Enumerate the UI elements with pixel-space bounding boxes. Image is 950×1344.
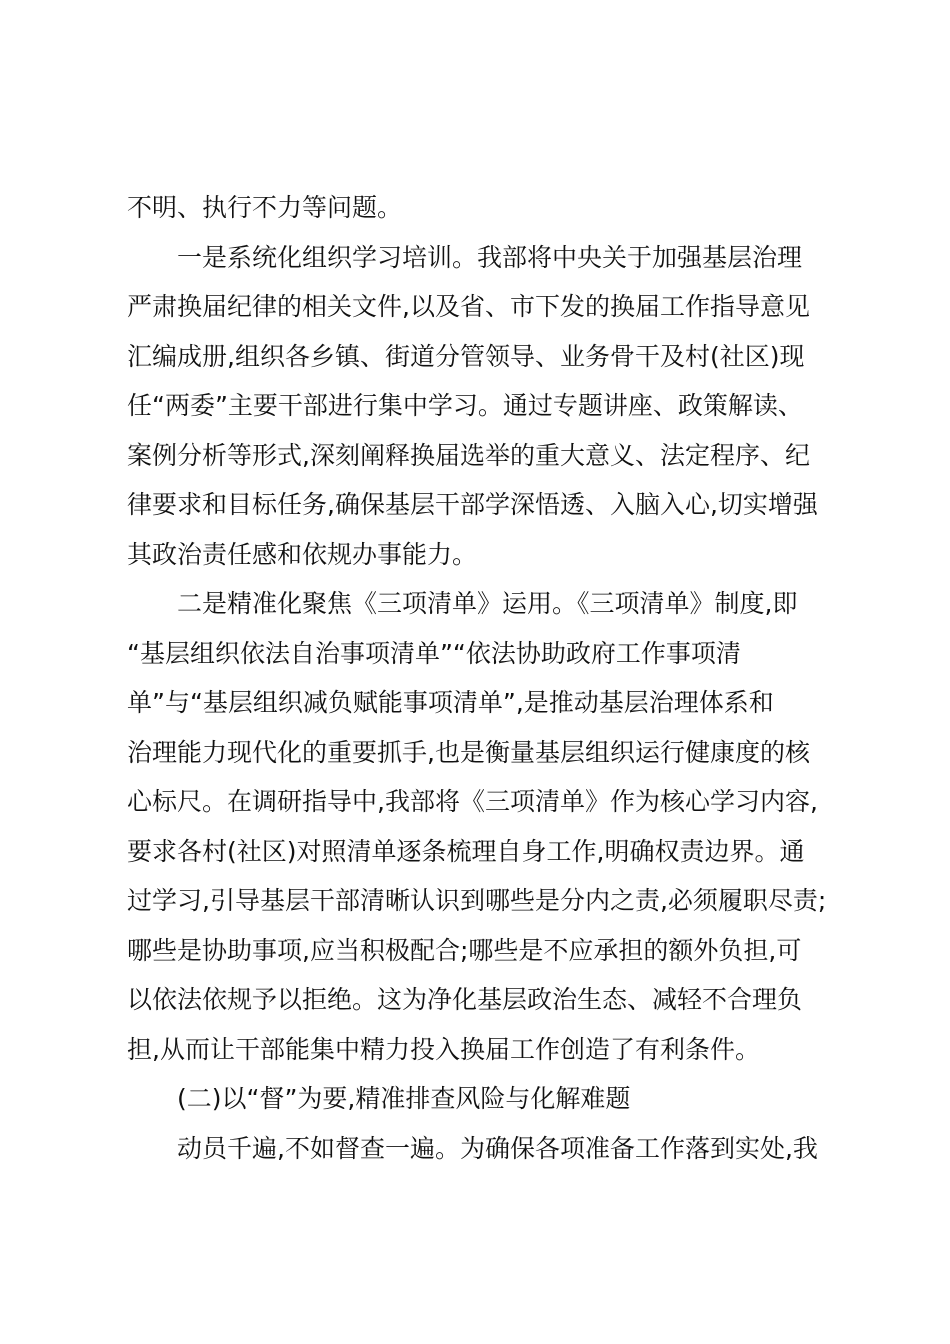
text-line: 二是精准化聚焦《三项清单》运用。《三项清单》制度,即 <box>177 589 798 618</box>
paragraph-continuation <box>127 183 827 233</box>
text-line: 心标尺。在调研指导中,我部将《三项清单》作为核心学习内容, <box>127 787 818 816</box>
text-line: 单”与“基层组织减负赋能事项清单”,是推动基层治理体系和 <box>127 688 774 717</box>
text-line: 哪些是协助事项,应当积极配合;哪些是不应承担的额外负担,可 <box>127 935 802 965</box>
paragraph-three-lists <box>127 579 827 1074</box>
text-line: “基层组织依法自治事项清单”“依法协助政府工作事项清 <box>127 638 741 668</box>
text-line: 要求各村(社区)对照清单逐条梳理自身工作,明确权责边界。通 <box>127 836 805 866</box>
text-line: 过学习,引导基层干部清晰认识到哪些是分内之责,必须履职尽责; <box>127 886 827 915</box>
text-line: 治理能力现代化的重要抓手,也是衡量基层组织运行健康度的核 <box>127 737 810 767</box>
paragraph-supervision <box>127 1124 827 1174</box>
text-line: 严肃换届纪律的相关文件,以及省、市下发的换届工作指导意见 <box>127 292 810 321</box>
text-line: 任“两委”主要干部进行集中学习。通过专题讲座、政策解读、 <box>127 391 803 420</box>
text-line: 律要求和目标任务,确保基层干部学深悟透、入脑入心,切实增强 <box>127 490 818 519</box>
text-line: 担,从而让干部能集中精力投入换届工作创造了有利条件。 <box>127 1034 760 1064</box>
text-line: 其政治责任感和依规办事能力。 <box>127 539 478 569</box>
text-line: 不明、执行不力等问题。 <box>127 193 403 222</box>
section-heading-text: (二)以“督”为要,精准排查风险与化解难题 <box>177 1084 631 1113</box>
section-heading <box>127 1074 827 1124</box>
document-body <box>127 183 827 1173</box>
text-line: 以依法依规予以拒绝。这为净化基层政治生态、减轻不合理负 <box>127 985 803 1014</box>
text-line: 汇编成册,组织各乡镇、街道分管领导、业务骨干及村(社区)现 <box>127 341 805 371</box>
text-line: 一是系统化组织学习培训。我部将中央关于加强基层治理 <box>177 242 803 272</box>
paragraph-study-training <box>127 233 827 580</box>
text-line: 动员千遍,不如督查一遍。为确保各项准备工作落到实处,我 <box>177 1133 818 1163</box>
text-line: 案例分析等形式,深刻阐释换届选举的重大意义、法定程序、纪 <box>127 440 810 470</box>
